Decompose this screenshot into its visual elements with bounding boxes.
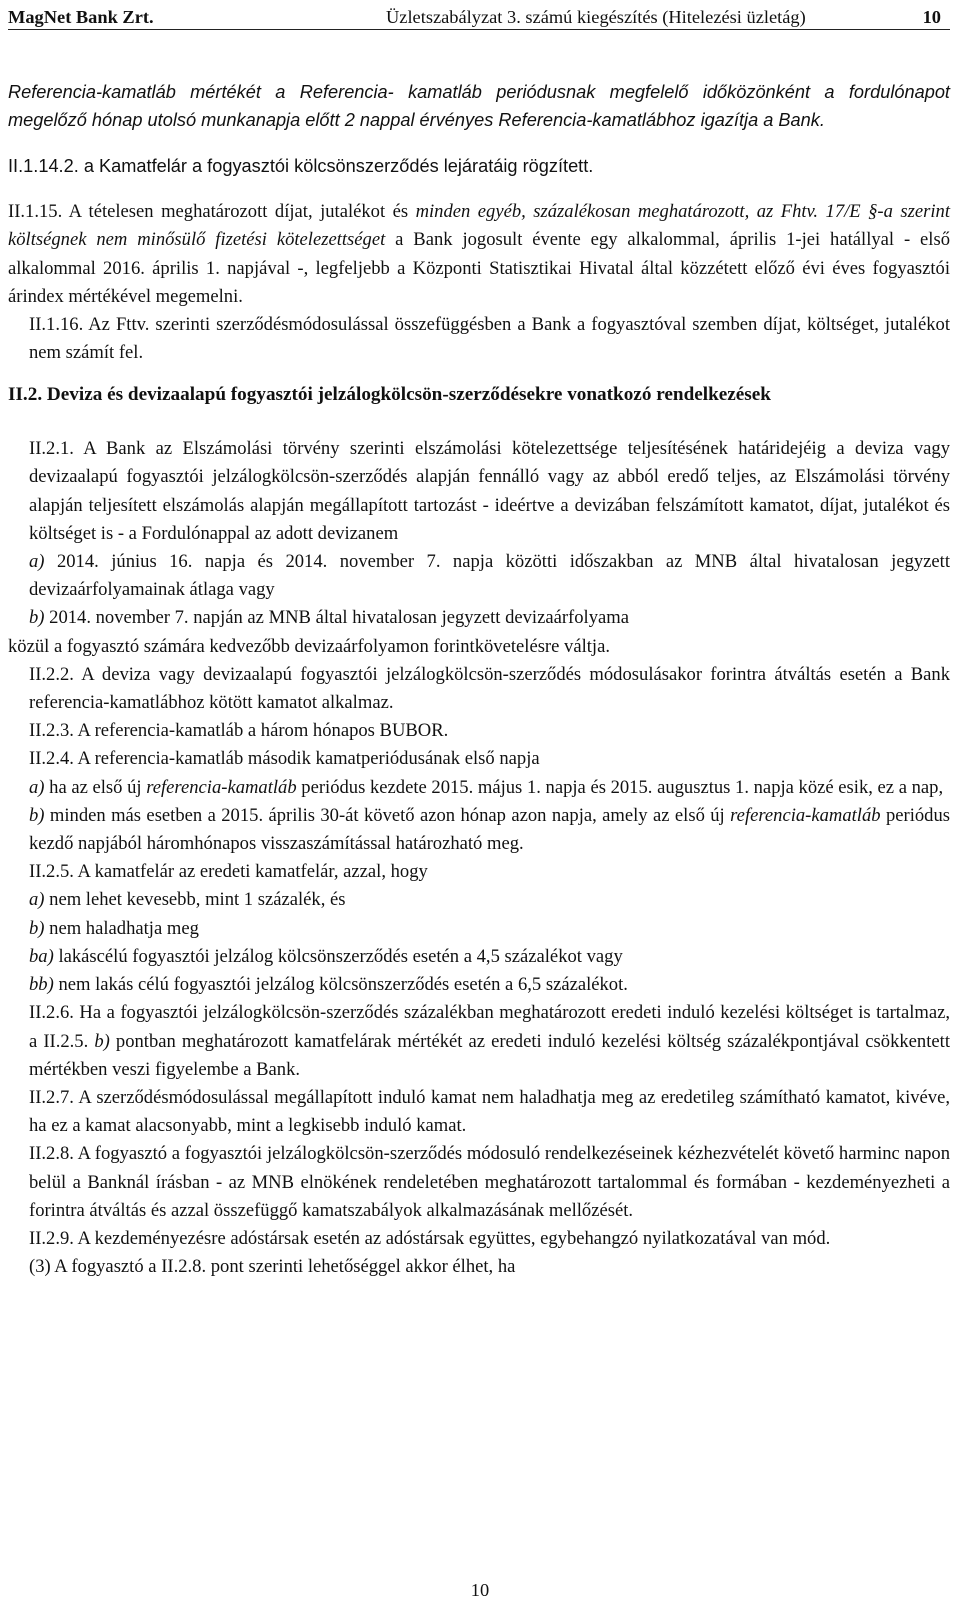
paragraph-II-2-5: II.2.5. A kamatfelár az eredeti kamatfelár, azzal, hogy	[29, 861, 428, 883]
list-item-b: b) nem haladhatja meg	[29, 917, 199, 939]
paragraph-II-1-15: II.1.15. A tételesen meghatározott díjat, jutalékot és minden egyéb, százalékosan meghatározott, az Fhtv. 17/E §-a szerint költségnek nem minősülő fizetési kötelezettséget a Bank jogosult évente egy alkalommal, április 1-jei hatállyal - első alkalommal 2016. április 1. napjával -, legfeljebb a Központi Statisztikai Hivatal által közzétett előző évi éves fogyasztói árindex mértékével megemelni.	[8, 201, 950, 307]
paragraph-reference-rate: Referencia-kamatláb mértékét a Referencia- kamatláb periódusnak megfelelő időközönként a fordulónapot megelőző hónap utolsó munkanapja előtt 2 nappal érvényes Referencia-kamatlábhoz igazítja a Bank.	[8, 82, 950, 131]
header-page-number: 10	[922, 7, 941, 27]
bank-name: MagNet Bank Zrt.	[8, 7, 154, 27]
paragraph-II-2-3: II.2.3. A referencia-kamatláb a három hónapos BUBOR.	[29, 720, 449, 742]
paragraph-II-2-4: II.2.4. A referencia-kamatláb második kamatperiódusának első napja	[29, 748, 540, 770]
paragraph-II-2-6: II.2.6. Ha a fogyasztói jelzálogkölcsön-szerződés százalékban meghatározott eredeti induló kezelési költséget is tartalmaz, a II.2.5. b) pontban meghatározott kamatfelárak mértékét az eredeti induló kezelési költség százalékpontjával csökkentett mértékben veszi figyelembe a Bank.	[29, 1002, 950, 1080]
list-item-a: a) ha az első új referencia-kamatláb periódus kezdete 2015. május 1. napja és 2015. augusztus 1. napja közé esik, ez a nap,	[29, 776, 944, 798]
document-title: Üzletszabályzat 3. számú kiegészítés (Hitelezési üzletág)	[386, 7, 806, 27]
section-heading-II-2: II.2. Deviza és devizaalapú fogyasztói jelzálogkölcsön-szerződésekre vonatkozó rendelkezések	[8, 384, 771, 406]
paragraph-3: (3) A fogyasztó a II.2.8. pont szerinti lehetőséggel akkor élhet, ha	[29, 1256, 516, 1278]
paragraph-II-2-8: II.2.8. A fogyasztó a fogyasztói jelzálogkölcsön-szerződés módosuló rendelkezéseinek kézhezvételét követő harminc napon belül a Banknál írásban - az MNB elnökének rendeletében meghatározott tartalommal és formában - kezdeményezheti a forintra átváltás és azzal összefüggő kamatszabályok alkalmazásának mellőzését.	[29, 1143, 950, 1221]
paragraph-II-2-9: II.2.9. A kezdeményezésre adóstársak esetén az adóstársak együttes, egybehangzó nyilatkozatával van mód.	[29, 1227, 831, 1249]
italic-span: minden egyéb, százalékosan meghatározott, az Fhtv. 17/E §-a szerint költségnek nem minősülő fizetési kötelezettséget	[8, 201, 950, 251]
paragraph-II-2-1: II.2.1. A Bank az Elszámolási törvény szerinti elszámolási kötelezettsége teljesítésének határidejéig a deviza vagy devizaalapú fogyasztói jelzálogkölcsön-szerződés alapján fennálló vagy az abból eredő teljes, az Elszámolási törvény alapján teljesített elszámolás alapján megállapított tartozást - ideértve a devizában felszámított kamatot, díjat, jutalékot és költséget is - a Fordulónappal az adott devizanem	[29, 438, 950, 544]
header-divider	[8, 29, 950, 30]
paragraph-II-2-7: II.2.7. A szerződésmódosulással megállapított induló kamat nem haladhatja meg az eredetileg számítható kamatot, kivéve, ha ez a kamat alacsonyabb, mint a legkisebb induló kamat.	[29, 1086, 950, 1137]
paragraph-II-2-1-end: közül a fogyasztó számára kedvezőbb devizaárfolyamon forintkövetelésre váltja.	[8, 635, 610, 657]
document-body	[8, 78, 950, 1281]
list-item-a: a) nem lehet kevesebb, mint 1 százalék, és	[29, 889, 346, 911]
paragraph-II-1-14-2: II.1.14.2. a Kamatfelár a fogyasztói kölcsönszerződés lejáratáig rögzített.	[8, 155, 594, 176]
list-item-ba: ba) lakáscélú fogyasztói jelzálog kölcsönszerződés esetén a 4,5 százalékot vagy	[29, 945, 623, 967]
list-item-b: b) minden más esetben a 2015. április 30-át követő azon hónap azon napja, amely az első új referencia-kamatláb periódus kezdő napjából háromhónapos visszaszámítással határozható meg.	[29, 804, 951, 855]
list-item-b: b) 2014. november 7. napján az MNB által hivatalosan jegyzett devizaárfolyama	[29, 607, 629, 629]
list-item-bb: bb) nem lakás célú fogyasztói jelzálog kölcsönszerződés esetén a 6,5 százalékot.	[29, 974, 628, 996]
list-item-a: a) 2014. június 16. napja és 2014. november 7. napja közötti időszakban az MNB által hivatalosan jegyzett devizaárfolyamainak átlaga vagy	[29, 551, 950, 601]
paragraph-II-2-2: II.2.2. A deviza vagy devizaalapú fogyasztói jelzálogkölcsön-szerződés módosulásakor forintra átváltás esetén a Bank referencia-kamatlábhoz kötött kamatot alkalmaz.	[29, 663, 950, 714]
footer-page-number: 10	[470, 1580, 490, 1600]
paragraph-II-1-16: II.1.16. Az Fttv. szerinti szerződésmódosulással összefüggésben a Bank a fogyasztóval szemben díjat, költséget, jutalékot nem számít fel.	[29, 314, 950, 364]
